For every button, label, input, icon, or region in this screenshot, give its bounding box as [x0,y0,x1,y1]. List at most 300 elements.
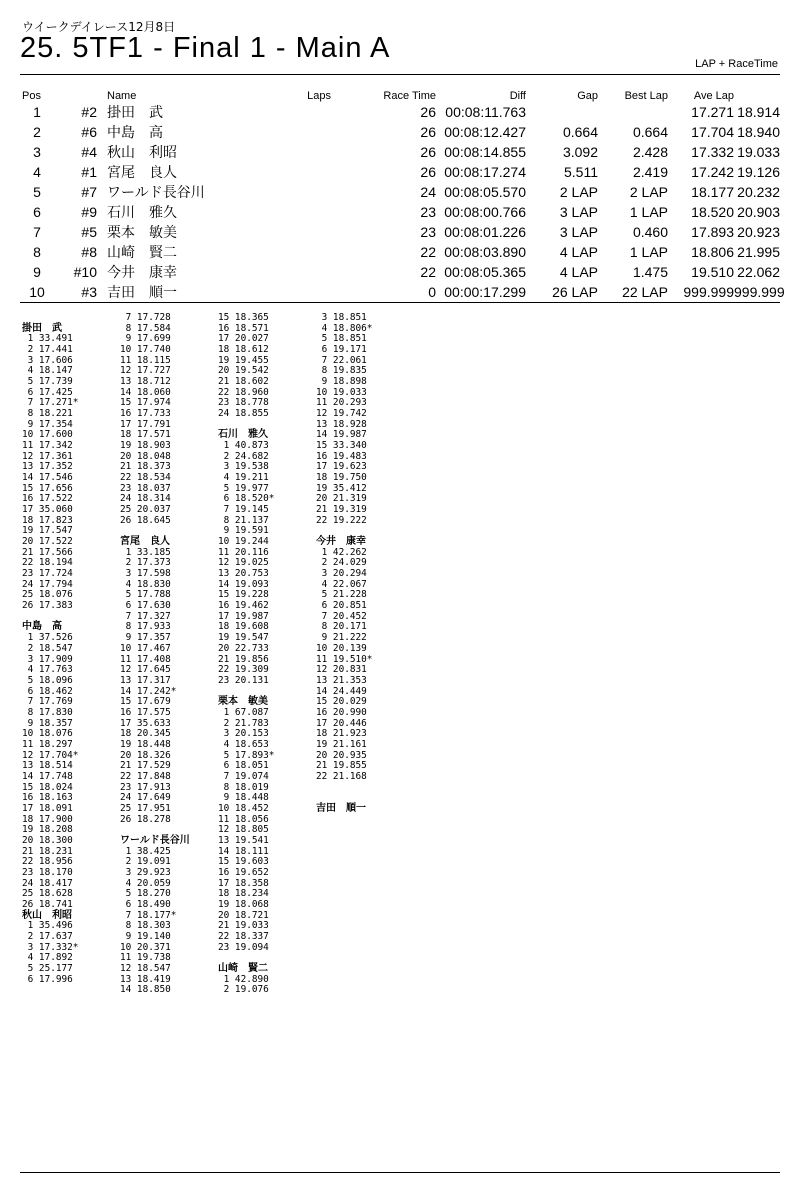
lap-time-entry: 1 38.425 [120,845,171,857]
lap-time-entry: 26 18.741 [22,898,73,910]
result-row [22,202,780,222]
lap-time-entry: 10 19.244 [218,536,269,548]
lap-time-entry: 21 19.855 [316,760,367,772]
result-gap: 2.428 [632,144,668,160]
lap-time-entry: 19 21.161 [316,738,367,750]
result-pos: 1 [33,104,41,120]
lap-time-entry: 5 17.739 [22,376,73,388]
result-diff: 2 LAP [559,184,598,200]
lap-time-entry: 12 17.361 [22,450,73,462]
lap-time-entry: 9 19.140 [120,930,171,942]
lap-time-entry: 12 17.727 [120,365,171,377]
lap-time-entry: 8 18.303 [120,920,171,932]
lap-time-entry: 19 35.412 [316,482,367,494]
lap-time-entry: 13 18.928 [316,418,367,430]
lap-time-entry: 10 18.452 [218,802,269,814]
result-race-time: 00:08:12.427 [444,124,526,140]
result-pos: 2 [33,124,41,140]
lap-time-entry: 26 18.645 [120,514,171,526]
result-ave-lap: 22.062 [737,264,780,280]
result-best-lap: 17.271 [691,104,734,120]
result-race-time: 00:08:05.570 [444,184,526,200]
result-gap: 2.419 [632,164,668,180]
lap-time-entry: 18 17.571 [120,429,171,441]
result-laps: 22 [420,264,436,280]
lap-time-entry: 18 19.608 [218,621,269,633]
lap-time-entry: 15 17.656 [22,482,73,494]
lap-time-entry: 13 17.317 [120,674,171,686]
result-best-lap: 17.242 [691,164,734,180]
lap-time-entry: 12 19.025 [218,557,269,569]
lap-time-entry: 17 19.987 [218,610,269,622]
lap-column-2 [120,313,220,996]
result-car-number: #2 [81,104,97,120]
result-race-time: 00:08:11.763 [445,104,526,120]
result-race-time: 00:08:17.274 [444,164,526,180]
result-car-number: #8 [81,244,97,260]
result-pos: 8 [33,244,41,260]
lap-time-entry: 10 17.740 [120,344,171,356]
result-race-time: 00:08:05.365 [444,264,526,280]
lap-time-entry: 6 18.490 [120,898,171,910]
lap-time-entry: 7 17.271* [22,397,79,409]
results-divider [20,302,780,303]
lap-time-entry: 10 17.467 [120,642,171,654]
lap-times-section [22,313,402,1178]
lap-time-entry: 16 18.571 [218,322,269,334]
lap-time-entry: 22 18.956 [22,856,73,868]
lap-time-entry: 3 18.851 [316,312,367,323]
lap-time-entry: 17 18.358 [218,877,269,889]
header-laps: Laps [307,89,331,102]
lap-time-entry: 2 21.783 [218,717,269,729]
lap-time-entry: 16 17.522 [22,493,73,505]
lap-time-entry: 22 18.194 [22,557,73,569]
result-laps: 24 [420,184,436,200]
result-laps: 23 [420,224,436,240]
result-car-number: #1 [81,164,97,180]
results-table [22,89,785,302]
lap-time-entry: 14 17.748 [22,770,73,782]
result-row [22,222,780,242]
lap-time-entry: 22 19.222 [316,514,367,526]
result-laps: 26 [420,164,436,180]
lap-time-entry: 18 20.345 [120,728,171,740]
lap-time-entry: 1 67.087 [218,706,269,718]
result-car-number: #5 [81,224,97,240]
result-driver-name: 秋山 利昭 [107,145,177,161]
lap-time-entry: 21 19.319 [316,504,367,516]
result-pos: 5 [33,184,41,200]
result-pos: 4 [33,164,41,180]
result-laps: 26 [420,124,436,140]
lap-time-entry: 3 17.909 [22,653,73,665]
header-ave-lap: Ave Lap [693,89,734,102]
lap-time-entry: 23 20.131 [218,674,269,686]
result-laps: 22 [420,244,436,260]
lap-time-entry: 18 18.612 [218,344,269,356]
lap-time-entry: 19 18.448 [120,738,171,750]
lap-time-entry: 5 18.270 [120,888,171,900]
lap-time-entry: 22 18.534 [120,472,171,484]
lap-time-entry: 23 19.094 [218,941,269,953]
lap-time-entry: 6 19.171 [316,344,367,356]
result-driver-name: ワールド長谷川 [107,185,205,201]
lap-time-entry: 2 17.637 [22,930,73,942]
lap-time-entry: 3 17.332* [22,941,79,953]
lap-time-entry: 18 19.750 [316,472,367,484]
result-row [22,122,780,142]
lap-time-entry: 24 17.649 [120,792,171,804]
result-driver-name: 掛田 武 [107,105,163,121]
lap-time-entry: 10 20.371 [120,941,171,953]
lap-column-3 [218,313,318,996]
lap-time-entry: 25 18.076 [22,589,73,601]
lap-time-entry: 21 19.033 [218,920,269,932]
lap-time-entry: 16 19.462 [218,600,269,612]
result-row [22,262,780,282]
lap-time-entry: 15 33.340 [316,440,367,452]
lap-time-entry: 24 17.794 [22,578,73,590]
lap-time-entry: 21 18.373 [120,461,171,473]
result-gap: 0.460 [632,224,668,240]
lap-time-entry: 7 22.061 [316,354,367,366]
lap-time-entry: 12 17.645 [120,664,171,676]
lap-time-entry: 9 17.357 [120,632,171,644]
driver-lap-heading: 栗本 敏美 [218,696,268,708]
lap-time-entry: 3 17.606 [22,354,73,366]
result-ave-lap: 19.033 [737,144,780,160]
lap-time-entry: 8 21.137 [218,514,269,526]
lap-time-entry: 8 18.221 [22,408,73,420]
lap-time-entry: 10 20.139 [316,642,367,654]
lap-time-entry: 18 17.823 [22,514,73,526]
lap-time-entry: 16 17.733 [120,408,171,420]
result-car-number: #9 [81,204,97,220]
result-car-number: #7 [81,184,97,200]
result-row [22,142,780,162]
lap-time-entry: 12 18.805 [218,824,269,836]
lap-time-entry: 26 18.278 [120,813,171,825]
lap-mode-label: LAP + RaceTime [695,58,778,70]
lap-time-entry: 19 18.903 [120,440,171,452]
lap-time-entry: 1 40.873 [218,440,269,452]
lap-time-entry: 20 18.048 [120,450,171,462]
result-pos: 9 [33,264,41,280]
lap-time-entry: 3 19.538 [218,461,269,473]
result-driver-name: 吉田 順一 [107,285,177,301]
lap-time-entry: 20 18.326 [120,749,171,761]
footer-divider [20,1172,780,1173]
lap-time-entry: 16 17.575 [120,706,171,718]
lap-time-entry: 2 24.682 [218,450,269,462]
header-name: Name [107,89,137,102]
result-gap: 1 LAP [629,204,668,220]
lap-time-entry: 3 29.923 [120,866,171,878]
lap-time-entry: 17 19.623 [316,461,367,473]
lap-time-entry: 11 19.510* [316,653,373,665]
header-gap: Gap [577,89,598,102]
result-best-lap: 17.893 [691,224,734,240]
lap-time-entry: 5 19.977 [218,482,269,494]
lap-time-entry: 3 20.294 [316,568,367,580]
lap-time-entry: 14 19.093 [218,578,269,590]
lap-time-entry: 2 17.441 [22,344,73,356]
result-driver-name: 中島 高 [107,125,163,141]
lap-time-entry: 18 17.900 [22,813,73,825]
lap-time-entry: 8 20.171 [316,621,367,633]
lap-time-entry: 20 18.300 [22,834,73,846]
lap-time-entry: 6 17.425 [22,386,73,398]
result-driver-name: 石川 雅久 [107,205,177,221]
result-best-lap: 17.704 [691,124,734,140]
lap-time-entry: 18 18.234 [218,888,269,900]
lap-time-entry: 11 17.408 [120,653,171,665]
lap-time-entry: 23 18.037 [120,482,171,494]
driver-lap-heading: 秋山 利昭 [22,909,72,921]
lap-time-entry: 11 18.297 [22,738,73,750]
header-pos: Pos [22,89,41,102]
lap-time-entry: 14 24.449 [316,685,367,697]
driver-lap-heading: 今井 康幸 [316,536,366,548]
driver-lap-heading: 山崎 賢二 [218,962,268,974]
result-best-lap: 19.510 [691,264,734,280]
lap-time-entry: 13 17.352 [22,461,73,473]
result-diff: 4 LAP [559,264,598,280]
lap-time-entry: 18 21.923 [316,728,367,740]
result-ave-lap: 18.940 [737,124,780,140]
result-driver-name: 栗本 敏美 [107,225,177,241]
lap-time-entry: 19 18.068 [218,898,269,910]
lap-time-entry: 14 17.546 [22,472,73,484]
result-pos: 10 [29,284,45,300]
lap-time-entry: 15 19.603 [218,856,269,868]
lap-time-entry: 2 17.373 [120,557,171,569]
result-car-number: #3 [81,284,97,300]
lap-time-entry: 6 18.051 [218,760,269,772]
lap-time-entry: 19 19.547 [218,632,269,644]
lap-time-entry: 17 35.060 [22,504,73,516]
lap-time-entry: 4 17.892 [22,952,73,964]
lap-time-entry: 7 19.074 [218,770,269,782]
lap-time-entry: 19 19.455 [218,354,269,366]
header-diff: Diff [509,89,526,102]
lap-time-entry: 23 17.913 [120,781,171,793]
lap-time-entry: 7 20.452 [316,610,367,622]
result-gap: 1 LAP [629,244,668,260]
lap-time-entry: 23 17.724 [22,568,73,580]
lap-time-entry: 6 18.462 [22,685,73,697]
lap-time-entry: 15 19.228 [218,589,269,601]
lap-time-entry: 25 17.951 [120,802,171,814]
lap-time-entry: 25 20.037 [120,504,171,516]
result-gap: 0.664 [632,124,668,140]
lap-time-entry: 22 18.337 [218,930,269,942]
result-best-lap: 999.999 [683,284,734,300]
lap-time-entry: 13 19.541 [218,834,269,846]
lap-time-entry: 14 19.987 [316,429,367,441]
lap-time-entry: 15 20.029 [316,696,367,708]
result-race-time: 00:08:01.226 [444,224,526,240]
lap-time-entry: 8 19.835 [316,365,367,377]
result-diff: 3 LAP [559,224,598,240]
results-header-row [22,89,780,102]
result-row [22,242,780,262]
lap-time-entry: 2 19.076 [218,984,269,996]
lap-time-entry: 4 18.806* [316,322,373,334]
result-gap: 22 LAP [622,284,668,300]
lap-time-entry: 21 19.856 [218,653,269,665]
driver-lap-heading: 宮尾 良人 [120,536,170,548]
result-diff: 4 LAP [559,244,598,260]
lap-time-entry: 16 18.163 [22,792,73,804]
driver-lap-heading: 掛田 武 [22,322,62,334]
lap-time-entry: 11 18.056 [218,813,269,825]
lap-time-entry: 22 18.960 [218,386,269,398]
lap-time-entry: 3 17.598 [120,568,171,580]
result-ave-lap: 20.232 [737,184,780,200]
driver-lap-heading: ワールド長谷川 [120,834,190,846]
lap-time-entry: 1 35.496 [22,920,73,932]
result-driver-name: 今井 康幸 [107,265,177,281]
driver-lap-heading: 吉田 順一 [316,802,366,814]
lap-time-entry: 14 18.060 [120,386,171,398]
result-car-number: #10 [73,264,97,280]
result-race-time: 00:08:14.855 [444,144,526,160]
lap-time-entry: 17 20.027 [218,333,269,345]
lap-time-entry: 8 17.584 [120,322,171,334]
lap-time-entry: 11 20.293 [316,397,367,409]
result-race-time: 00:08:03.890 [444,244,526,260]
lap-time-entry: 3 20.153 [218,728,269,740]
driver-lap-heading: 石川 雅久 [218,429,268,441]
results-body [22,102,785,302]
header-race-time: Race Time [383,89,436,102]
lap-time-entry: 5 18.851 [316,333,367,345]
lap-time-entry: 4 18.653 [218,738,269,750]
lap-time-entry: 10 17.600 [22,429,73,441]
lap-time-entry: 6 17.630 [120,600,171,612]
lap-time-entry: 10 19.033 [316,386,367,398]
lap-time-entry: 1 33.491 [22,333,73,345]
lap-time-entry: 13 18.419 [120,973,171,985]
lap-time-entry: 22 21.168 [316,770,367,782]
lap-time-entry: 13 18.712 [120,376,171,388]
result-driver-name: 山崎 賢二 [107,245,177,261]
lap-time-entry: 16 20.990 [316,706,367,718]
lap-time-entry: 4 17.763 [22,664,73,676]
lap-time-entry: 2 18.547 [22,642,73,654]
lap-time-entry: 12 17.704* [22,749,79,761]
result-car-number: #4 [81,144,97,160]
result-row [22,162,780,182]
result-best-lap: 18.520 [691,204,734,220]
result-gap: 1.475 [632,264,668,280]
lap-time-entry: 17 35.633 [120,717,171,729]
lap-time-entry: 9 18.357 [22,717,73,729]
lap-time-entry: 7 19.145 [218,504,269,516]
lap-time-entry: 4 18.830 [120,578,171,590]
result-gap [598,102,668,122]
result-ave-lap: 999.999 [734,284,785,300]
driver-lap-heading: 中島 高 [22,621,62,633]
result-laps: 26 [420,104,436,120]
result-ave-lap: 20.923 [737,224,780,240]
lap-time-entry: 1 42.890 [218,973,269,985]
lap-time-entry: 25 18.628 [22,888,73,900]
lap-time-entry: 17 17.791 [120,418,171,430]
lap-time-entry: 15 17.974 [120,397,171,409]
lap-time-entry: 5 21.228 [316,589,367,601]
lap-time-entry: 9 19.591 [218,525,269,537]
lap-time-entry: 24 18.314 [120,493,171,505]
lap-time-entry: 22 17.848 [120,770,171,782]
result-laps: 23 [420,204,436,220]
result-best-lap: 17.332 [691,144,734,160]
lap-time-entry: 12 19.742 [316,408,367,420]
lap-time-entry: 6 20.851 [316,600,367,612]
result-driver-name: 宮尾 良人 [107,165,177,181]
lap-time-entry: 23 18.170 [22,866,73,878]
lap-time-entry: 24 18.417 [22,877,73,889]
lap-time-entry: 13 20.753 [218,568,269,580]
result-ave-lap: 21.995 [737,244,780,260]
result-diff: 5.511 [564,164,598,180]
lap-time-entry: 2 19.091 [120,856,171,868]
result-ave-lap: 20.903 [737,204,780,220]
lap-time-entry: 20 18.721 [218,909,269,921]
lap-time-entry: 19 18.208 [22,824,73,836]
lap-time-entry: 21 17.529 [120,760,171,772]
lap-time-entry: 1 42.262 [316,546,367,558]
lap-time-entry: 11 20.116 [218,546,269,558]
lap-time-entry: 5 25.177 [22,962,73,974]
lap-time-entry: 14 18.850 [120,984,171,996]
header-divider [20,74,780,75]
lap-time-entry: 15 18.365 [218,312,269,323]
lap-time-entry: 4 22.067 [316,578,367,590]
lap-time-entry: 16 19.652 [218,866,269,878]
lap-time-entry: 17 18.091 [22,802,73,814]
lap-time-entry: 7 18.177* [120,909,177,921]
lap-time-entry: 9 17.699 [120,333,171,345]
result-best-lap: 18.806 [691,244,734,260]
lap-time-entry: 4 19.211 [218,472,269,484]
lap-time-entry: 13 21.353 [316,674,367,686]
lap-time-entry: 16 19.483 [316,450,367,462]
lap-time-entry: 15 18.024 [22,781,73,793]
lap-time-entry: 23 18.778 [218,397,269,409]
result-race-time: 00:08:00.766 [444,204,526,220]
lap-column-4 [316,313,416,815]
result-row [22,182,780,202]
lap-time-entry: 22 19.309 [218,664,269,676]
result-car-number: #6 [81,124,97,140]
result-ave-lap: 19.126 [737,164,780,180]
lap-time-entry: 9 17.354 [22,418,73,430]
lap-time-entry: 21 18.231 [22,845,73,857]
result-laps: 0 [428,284,436,300]
lap-time-entry: 13 18.514 [22,760,73,772]
result-diff: 26 LAP [552,284,598,300]
lap-time-entry: 24 18.855 [218,408,269,420]
lap-time-entry: 5 17.893* [218,749,275,761]
lap-time-entry: 1 33.185 [120,546,171,558]
lap-time-entry: 5 18.096 [22,674,73,686]
lap-time-entry: 6 18.520* [218,493,275,505]
lap-time-entry: 11 17.342 [22,440,73,452]
lap-column-1 [22,313,122,985]
